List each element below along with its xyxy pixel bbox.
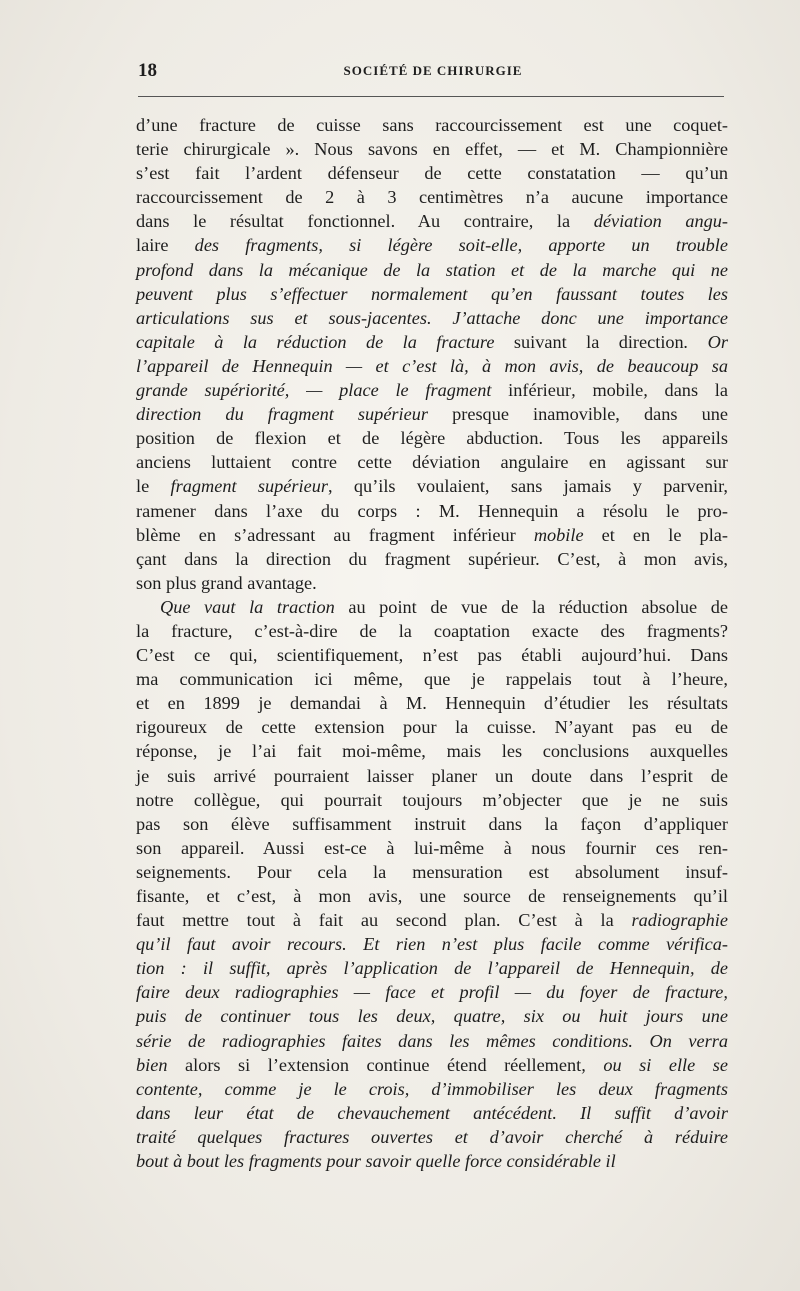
text-line: ramener dans l’axe du corps : M. Hennequin a résolu le pro- [136,500,728,521]
text-line: bout à bout les fragments pour savoir quelle force considérable il [136,1151,616,1172]
text-line: le fragment supérieur, qu’ils voulaient, sans jamais y parvenir, [136,476,728,497]
text-line: ma communication ici même, que je rappelais tout à l’heure, [136,669,728,690]
text-line: Que vaut la traction au point de vue de la réduction absolue de [160,596,729,617]
text-line: çant dans la direction du fragment supérieur. C’est, à mon avis, [136,548,728,569]
text-line: C’est ce qui, scientifiquement, n’est pas établi aujourd’hui. Dans [136,645,728,666]
text-line: série de radiographies faites dans les mêmes conditions. On verra [136,1030,728,1051]
text-line: grande supériorité, — place le fragment inférieur, mobile, dans la [136,380,729,401]
text-line: l’appareil de Hennequin — et c’est là, à mon avis, de beaucoup sa [136,355,728,376]
text-line: réponse, je l’ai fait moi-même, mais les conclusions auxquelles [136,741,728,762]
text-line: son plus grand avantage. [136,572,317,593]
text-line: blème en s’adressant au fragment inférieur mobile et en le pla- [136,524,728,545]
page-number: 18 [138,60,157,81]
text-line: articulations sus et sous-jacentes. J’attache donc une importance [136,307,728,328]
text-line: bien alors si l’extension continue étend réellement, ou si elle se [136,1054,728,1075]
text-line: son appareil. Aussi est-ce à lui-même à nous fournir ces ren- [136,837,728,858]
text-line: s’est fait l’ardent défenseur de cette constatation — qu’un [136,163,728,184]
text-line: tion : il suffit, après l’application de l’appareil de Hennequin, de [136,958,728,979]
text-line: faire deux radiographies — face et profil — du foyer de fracture, [136,982,728,1003]
text-line: d’une fracture de cuisse sans raccourcissement est une coquet- [136,115,728,135]
text-line: anciens luttaient contre cette déviation angulaire en agissant sur [136,452,728,473]
text-line: pas son élève suffisamment instruit dans la façon d’appliquer [136,813,728,834]
text-line: capitale à la réduction de la fracture suivant la direction. Or [136,331,729,352]
text-line: puis de continuer tous les deux, quatre, six ou huit jours une [136,1006,728,1027]
text-line: dans leur état de chevauchement antécédent. Il suffit d’avoir [136,1102,728,1123]
text-line: notre collègue, qui pourrait toujours m’objecter que je ne suis [136,789,728,810]
text-line: peuvent plus s’effectuer normalement qu’en faussant toutes les [136,283,728,304]
text-line: qu’il faut avoir recours. Et rien n’est plus facile comme vérifica- [136,934,728,955]
body-text [136,113,728,1173]
text-line: profond dans la mécanique de la station et de la marche qui ne [136,259,728,280]
text-line: fisante, et c’est, à mon avis, une source de renseignements qu’il [136,886,728,906]
text-line: faut mettre tout à fait au second plan. C’est à la radiographie [136,910,728,931]
header-rule [138,96,724,97]
text-line: laire des fragments, si légère soit-elle, apporte un trouble [136,235,728,256]
text-line: et en 1899 je demandai à M. Hennequin d’étudier les résultats [136,693,728,714]
running-title: SOCIÉTÉ DE CHIRURGIE [343,63,523,78]
text-line: traité quelques fractures ouvertes et d’avoir cherché à réduire [136,1126,728,1147]
text-line: direction du fragment supérieur presque inamovible, dans une [136,404,728,425]
text-line: je suis arrivé pourraient laisser planer un doute dans l’esprit de [136,765,728,786]
page-header [138,60,728,84]
text-line: rigoureux de cette extension pour la cuisse. N’ayant pas eu de [136,717,728,738]
text-line: la fracture, c’est-à-dire de la coaptation exacte des fragments? [136,620,728,641]
text-line: contente, comme je le crois, d’immobiliser les deux fragments [136,1078,728,1099]
text-line: raccourcissement de 2 à 3 centimètres n’a aucune importance [136,187,728,208]
text-line: position de flexion et de légère abduction. Tous les appareils [136,428,728,449]
text-line: seignements. Pour cela la mensuration est absolument insuf- [136,861,728,882]
text-line: dans le résultat fonctionnel. Au contraire, la déviation angu- [136,211,728,232]
text-line: terie chirurgicale ». Nous savons en effet, — et M. Championnière [136,139,728,160]
